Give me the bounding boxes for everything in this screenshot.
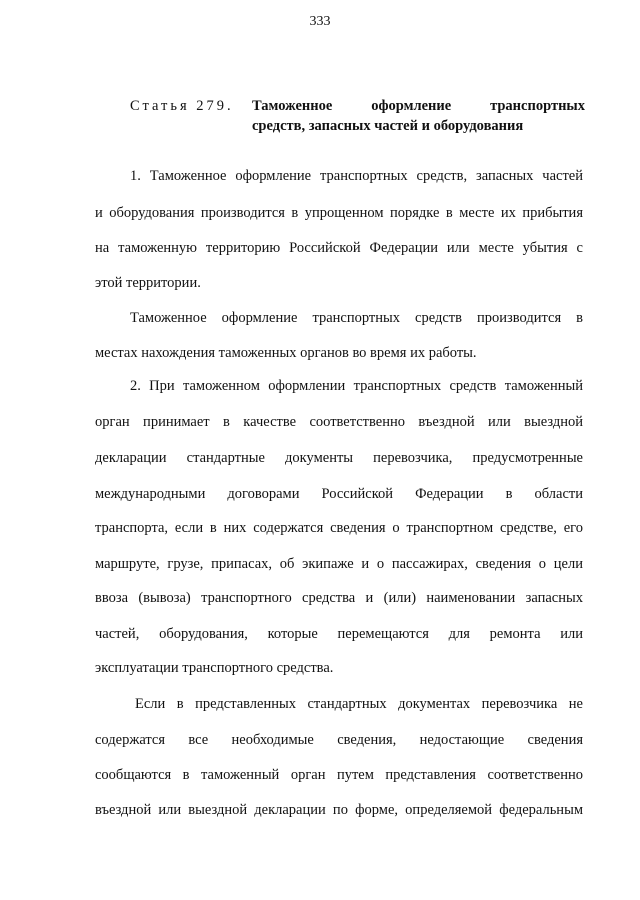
text-line: орган принимает в качестве соответственно въездной или выездной xyxy=(95,414,583,430)
text-line: Если в представленных стандартных документах перевозчика не xyxy=(135,696,583,712)
text-line: Таможенное оформление транспортных средств производится в xyxy=(130,310,583,326)
page-number: 333 xyxy=(309,14,331,29)
text-line: сообщаются в таможенный орган путем представления соответственно xyxy=(95,767,583,783)
text-line: маршруте, грузе, припасах, об экипаже и о пассажирах, сведения о цели xyxy=(95,556,583,572)
text-line: транспорта, если в них содержатся сведения о транспортном средстве, его xyxy=(95,520,583,536)
text-line: декларации стандартные документы перевозчика, предусмотренные xyxy=(95,450,583,466)
text-line: эксплуатации транспортного средства. xyxy=(95,660,334,676)
text-line: 2. При таможенном оформлении транспортных средств таможенный xyxy=(130,378,583,394)
text-line: на таможенную территорию Российской Федерации или месте убытия с xyxy=(95,240,583,256)
text-line: содержатся все необходимые сведения, недостающие сведения xyxy=(95,732,583,748)
article-title xyxy=(252,96,585,136)
article-label: Статья 279. xyxy=(130,98,234,114)
text-line: международными договорами Российской Федерации в области xyxy=(95,486,583,502)
text-line: и оборудования производится в упрощенном порядке в месте их прибытия xyxy=(95,205,583,221)
article-title-line-2: средств, запасных частей и оборудования xyxy=(252,118,524,134)
text-line: частей, оборудования, которые перемещаются для ремонта или xyxy=(95,626,583,642)
text-line: ввоза (вывоза) транспортного средства и (или) наименовании запасных xyxy=(95,590,583,606)
article-title-line-1: Таможенное оформление транспортных xyxy=(252,98,585,114)
text-line: этой территории. xyxy=(95,275,201,291)
text-line: местах нахождения таможенных органов во время их работы. xyxy=(95,345,477,361)
text-line: въездной или выездной декларации по форме, определяемой федеральным xyxy=(95,802,583,818)
text-line: 1. Таможенное оформление транспортных средств, запасных частей xyxy=(130,168,583,184)
